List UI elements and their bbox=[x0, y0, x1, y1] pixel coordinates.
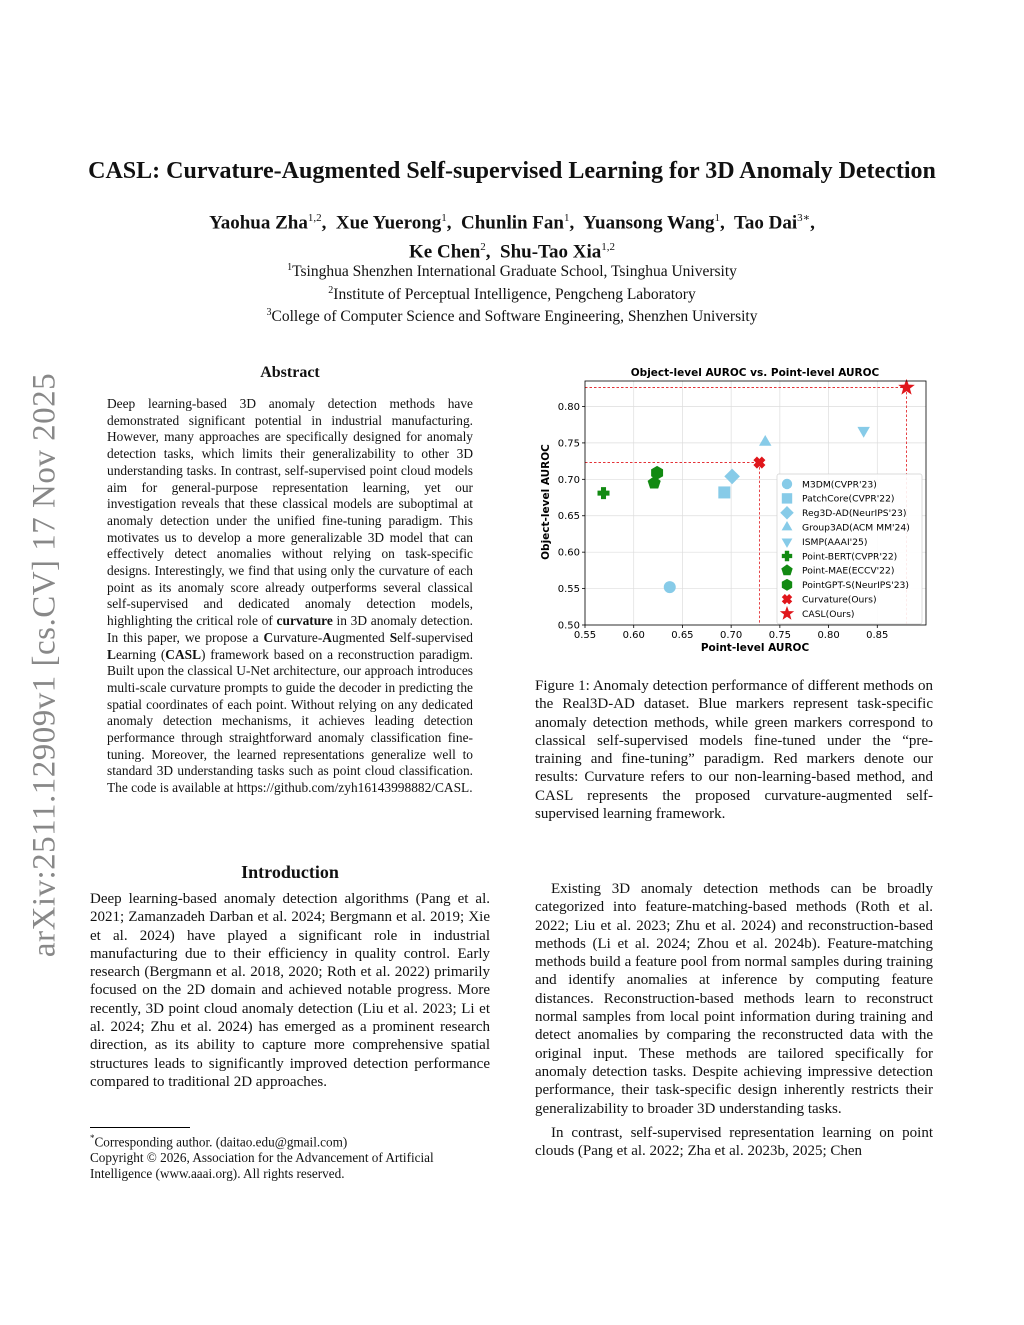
abstract-text: ) framework based on a reconstruction paradigm. Built upon the classical U-Net architecture, our approach introduces multi-scale curvature prompts to guide the decoder in predicting the spatial coordinates of each point. Without relying on any dedicated anomaly detection mechanisms, it achieves leading detection performance through straightforward anomaly classification fine-tuning. Moreover, the learned representations generalize well to standard 3D understanding tasks such as point cloud classification. The code is available at https://github.com/zyh16143998882/CASL. bbox=[107, 646, 473, 796]
legend-label: Group3AD(ACM MM'24) bbox=[802, 522, 910, 534]
abstract-bold: C bbox=[263, 629, 274, 645]
affil-sup: 3 bbox=[266, 307, 272, 319]
affiliation-text: Institute of Perceptual Intelligence, Pengcheng Laboratory bbox=[333, 285, 696, 303]
figure-1-scatter-chart bbox=[533, 362, 933, 662]
abstract-bold: curvature bbox=[276, 613, 333, 629]
author: Yuansong Wang bbox=[583, 212, 715, 234]
affil-sup: 2 bbox=[328, 284, 334, 296]
x-tick-label: 0.55 bbox=[573, 630, 597, 641]
x-axis-label: Point-level AUROC bbox=[700, 642, 810, 654]
affiliation-text: Tsinghua Shenzhen International Graduate School, Tsinghua University bbox=[292, 263, 737, 281]
arxiv-sidebar bbox=[25, 370, 65, 960]
y-axis-label: Object-level AUROC bbox=[540, 444, 552, 560]
figure-1-caption: Figure 1: Anomaly detection performance of different methods on the Real3D-AD dataset. Blue markers represent task-specific anomaly detection methods, while green markers correspond to classical self-supervised models fine-tuned under the “pre-training and fine-tuning” paradigm. Red markers denote our results: Curvature refers to our non-learning-based method, and CASL represents the proposed curvature-augmented self-supervised learning framework. bbox=[535, 678, 933, 823]
legend-label: Point-BERT(CVPR'22) bbox=[802, 551, 898, 563]
x-tick-label: 0.75 bbox=[768, 630, 791, 641]
chart-legend bbox=[777, 474, 922, 624]
paragraph: In contrast, self-supervised representation learning on point clouds (Pang et al. 2022; Zha et al. 2023b, 2025; Chen bbox=[535, 1124, 933, 1160]
abstract-text: elf-supervised bbox=[397, 629, 473, 645]
footnote-mark: * bbox=[90, 1133, 95, 1143]
legend-label: PatchCore(CVPR'22) bbox=[802, 493, 895, 505]
arxiv-id: arXiv:2511.12909v1 [cs.CV] 17 Nov 2025 bbox=[26, 372, 63, 958]
legend-label: Reg3D-AD(NeurIPS'23) bbox=[802, 508, 907, 520]
affil-sup: 1 bbox=[287, 262, 293, 273]
chart-title: Object-level AUROC vs. Point-level AUROC bbox=[630, 367, 880, 379]
y-tick-label: 0.50 bbox=[557, 620, 580, 632]
legend-marker bbox=[782, 479, 792, 489]
author-line-1: Yaohua Zha$^{1,2}$, Xue Yuerong$^1$, Chunlin Fan$^1$, Yuansong Wang$^1$, Tao Dai$^{3∗}$, bbox=[209, 212, 815, 234]
author-sup: 1,2 bbox=[307, 212, 322, 224]
legend-label: Point-MAE(ECCV'22) bbox=[802, 565, 895, 577]
introduction-heading: Introduction bbox=[241, 862, 339, 882]
author-sup: 1 bbox=[441, 212, 447, 224]
paper-title: CASL: Curvature-Augmented Self-supervised Learning for 3D Anomaly Detection bbox=[88, 158, 936, 184]
legend-label: PointGPT-S(NeurIPS'23) bbox=[802, 580, 909, 592]
data-point bbox=[724, 469, 740, 485]
abstract-heading: Abstract bbox=[260, 364, 320, 381]
legend-label: CASL(Ours) bbox=[802, 608, 855, 620]
abstract-text: earning ( bbox=[115, 646, 166, 662]
y-tick-label: 0.80 bbox=[557, 401, 580, 413]
author: Xue Yuerong bbox=[335, 212, 442, 234]
affiliation bbox=[60, 259, 964, 282]
author: Chunlin Fan bbox=[461, 212, 564, 234]
legend-label: Curvature(Ours) bbox=[802, 594, 877, 606]
author-sup: 2 bbox=[480, 241, 486, 254]
data-point bbox=[664, 581, 676, 593]
abstract-bold: L bbox=[107, 646, 116, 662]
author-sup: 1,2 bbox=[601, 241, 615, 254]
introduction-body: Deep learning-based anomaly detection algorithms (Pang et al. 2021; Zamanzadeh Darban et al. 2024; Bergmann et al. 2019; Xie et al. 2024) have played a significant role in industrial manufacturing due to their efficiency in quality control. Early research (Bergmann et al. 2018, 2020; Roth et al. 2022) primarily focused on the 2D domain and achieved notable progress. More recently, 3D point cloud anomaly detection (Liu et al. 2023; Li et al. 2024; Zhu et al. 2024) has emerged as a prominent research direction, as its ability to capture more comprehensive spatial structures leads to significantly improved detection performance compared to traditional 2D approaches. bbox=[90, 891, 490, 1090]
author: Tao Dai bbox=[733, 212, 798, 234]
legend-label: ISMP(AAAI'25) bbox=[802, 536, 868, 548]
author: Yaohua Zha bbox=[209, 212, 308, 234]
affiliations bbox=[60, 259, 964, 327]
abstract-text: Deep learning-based 3D anomaly detection methods have demonstrated significant potential in industrial manufacturing. However, many approaches are specifically designed for anomaly detection tasks, which limits their generalizability to other 3D understanding tasks. In contrast, self-supervised point cloud models aim for general-purpose representation learning, yet our investigation reveals that these classical models are suboptimal at anomaly detection under the unified fine-tuning paradigm. This motivates us to develop a more generalizable 3D model that can effectively detect anomalies without relying on task-specific designs. Interestingly, we find that using only the curvature of each point as its anomaly score already outperforms several classical self-supervised and dedicated anomaly detection models, highlighting the critical role of bbox=[107, 396, 473, 629]
footnote-copyright: Copyright © 2026, Association for the Advancement of Artificial Intelligence (www.aaai.org). All rights reserved. bbox=[90, 1150, 434, 1182]
data-point bbox=[759, 435, 771, 446]
affiliation-text: College of Computer Science and Software Engineering, Shenzhen University bbox=[271, 308, 758, 326]
author-sup: 3∗ bbox=[797, 212, 811, 224]
x-tick-label: 0.65 bbox=[671, 630, 694, 641]
abstract-text: in 3D anomaly detection. In this paper, we propose a bbox=[107, 613, 473, 645]
legend-label: M3DM(CVPR'23) bbox=[802, 479, 877, 491]
author-sup: 1 bbox=[714, 212, 721, 224]
y-tick-label: 0.55 bbox=[557, 584, 580, 596]
y-tick-label: 0.70 bbox=[557, 474, 580, 486]
x-tick-label: 0.80 bbox=[817, 630, 840, 641]
abstract-bold: CASL bbox=[165, 646, 202, 662]
y-tick-label: 0.60 bbox=[557, 547, 580, 559]
footnote bbox=[90, 1130, 490, 1182]
y-tick-label: 0.65 bbox=[557, 511, 580, 523]
x-tick-label: 0.60 bbox=[622, 630, 645, 641]
abstract-bold: S bbox=[389, 629, 398, 645]
abstract-bold: A bbox=[322, 629, 332, 645]
footnote-corresponding bbox=[90, 1130, 490, 1150]
legend-marker bbox=[782, 493, 792, 503]
data-point bbox=[718, 486, 730, 498]
paragraph: Existing 3D anomaly detection methods can be broadly categorized into feature-matching-based methods (Roth et al. 2022; Liu et al. 2023; Zhu et al. 2024) and reconstruction-based methods (Li et al. 2024; Zhou et al. 2024b). Feature-matching methods build a feature pool from normal samples during training and identify anomalies at inference by computing feature distances. Reconstruction-based methods learn to reconstruct normal samples from local point information during training and detect anomalies by comparing the reconstructed data with the original input. These methods are tailored specifically for anomaly detection tasks. Despite achieving impressive detection performance, their task-specific design inherently restricts their generalizability to broader 3D understanding tasks. bbox=[535, 881, 933, 1117]
abstract-body bbox=[107, 396, 473, 797]
footnote-rule bbox=[90, 1127, 190, 1128]
abstract-text: urvature- bbox=[273, 629, 323, 645]
x-tick-label: 0.85 bbox=[866, 630, 889, 641]
author: Ke Chen bbox=[409, 241, 481, 263]
x-tick-label: 0.70 bbox=[720, 630, 743, 641]
author-line-2: Ke Chen$^2$, Shu-Tao Xia$^{1,2}$ bbox=[409, 241, 615, 263]
abstract-text: ugmented bbox=[331, 629, 390, 645]
author: Shu-Tao Xia bbox=[500, 241, 602, 263]
data-point bbox=[857, 427, 869, 438]
affiliation bbox=[60, 282, 964, 305]
author-list bbox=[60, 206, 964, 265]
author-sup: 1 bbox=[564, 212, 570, 224]
y-tick-label: 0.75 bbox=[557, 438, 580, 450]
data-point bbox=[598, 487, 610, 499]
footnote-text: Corresponding author. (daitao.edu@gmail.com) bbox=[94, 1134, 348, 1150]
right-column-body bbox=[535, 880, 933, 1160]
affiliation bbox=[60, 304, 964, 327]
